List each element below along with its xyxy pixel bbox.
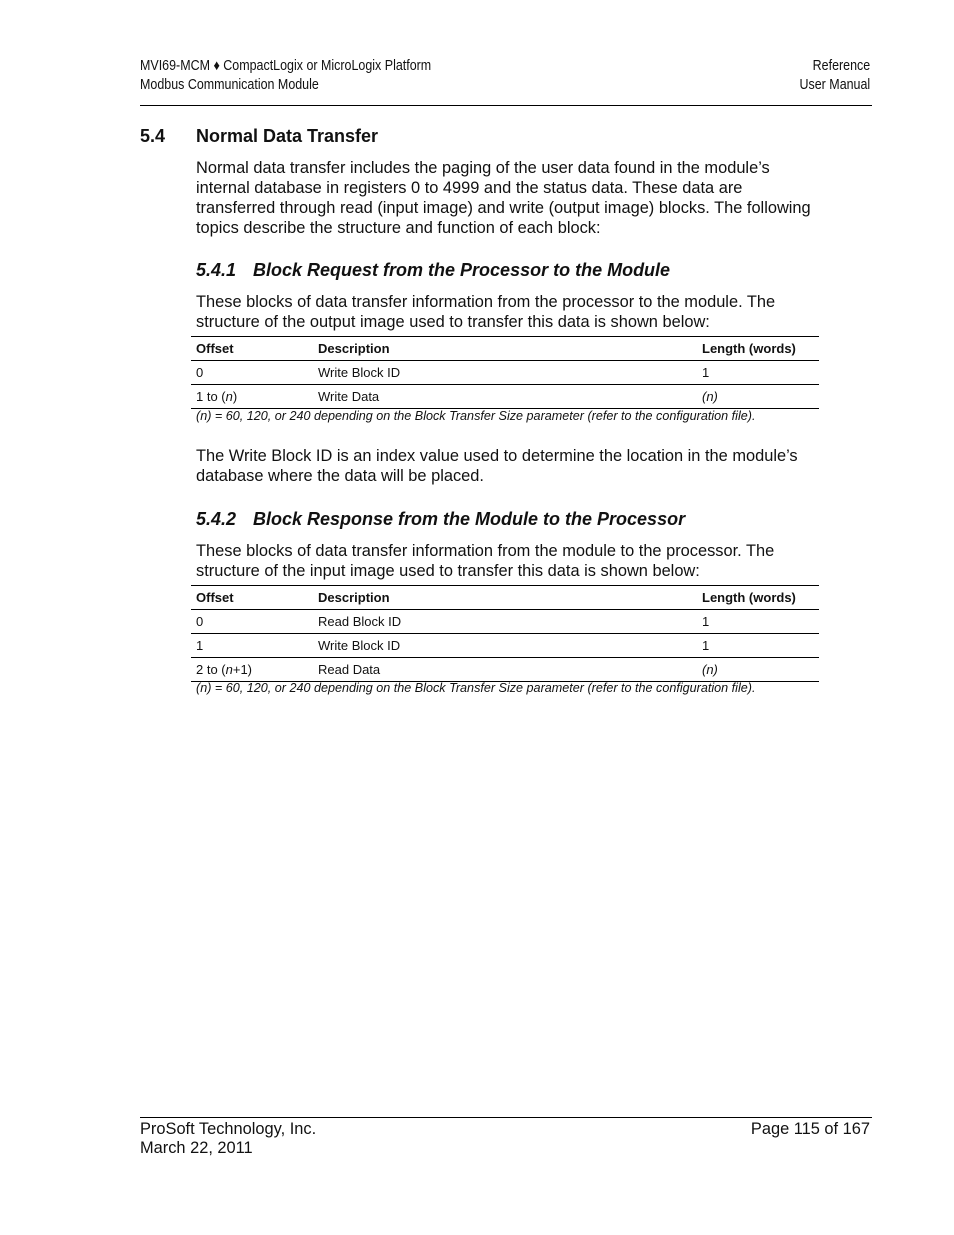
cell-length: (n) <box>697 658 819 682</box>
input-image-table <box>191 585 819 682</box>
request-table-note: (n) = 60, 120, or 240 depending on the Block Transfer Size parameter (refer to the configuration file). <box>196 409 756 423</box>
cell-description: Read Block ID <box>313 610 697 634</box>
table-row <box>191 634 819 658</box>
column-header-offset: Offset <box>191 586 313 610</box>
table-header-row <box>191 586 819 610</box>
subsection-title: Block Request from the Processor to the Module <box>253 260 671 280</box>
offset-suffix: ) <box>232 389 238 404</box>
request-paragraph: These blocks of data transfer information from the processor to the module. The structure of the output image used to transfer this data is shown below: <box>196 293 776 331</box>
column-header-length: Length (words) <box>697 586 819 610</box>
subsection-number: 5.4.1 <box>196 260 237 280</box>
cell-description: Write Block ID <box>313 361 697 385</box>
footer-right <box>751 1120 870 1139</box>
cell-length: 1 <box>697 361 819 385</box>
cell-offset <box>191 610 313 634</box>
response-paragraph: These blocks of data transfer information from the module to the processor. The structure of the input image used to transfer this data is shown below: <box>196 542 775 580</box>
footer-divider <box>140 1117 872 1118</box>
cell-length: (n) <box>697 385 819 409</box>
section-number: 5.4 <box>140 126 166 146</box>
offset-variable: n <box>225 662 233 677</box>
cell-description: Write Data <box>313 385 697 409</box>
cell-description: Write Block ID <box>313 634 697 658</box>
offset-prefix: 0 <box>196 614 204 629</box>
header-divider <box>140 105 872 106</box>
offset-prefix: 0 <box>196 365 204 380</box>
offset-suffix: +1) <box>232 662 253 677</box>
footer-page-number: Page 115 of 167 <box>750 1120 870 1138</box>
column-header-length: Length (words) <box>697 337 819 361</box>
subsection-heading-response <box>196 509 685 530</box>
cell-offset <box>191 361 313 385</box>
table-row <box>191 385 819 409</box>
column-header-description: Description <box>313 586 697 610</box>
offset-variable: n <box>225 389 233 404</box>
response-table-note: (n) = 60, 120, or 240 depending on the Block Transfer Size parameter (refer to the configuration file). <box>196 681 756 695</box>
column-header-description: Description <box>313 337 697 361</box>
running-header-right <box>799 57 870 95</box>
table-row <box>191 658 819 682</box>
cell-offset <box>191 658 313 682</box>
cell-length: 1 <box>697 610 819 634</box>
header-module-line: Modbus Communication Module <box>140 77 319 93</box>
footer-date: March 22, 2011 <box>140 1139 253 1157</box>
output-image-table-body <box>191 361 819 409</box>
table-row <box>191 610 819 634</box>
output-image-table <box>191 336 819 409</box>
offset-prefix: 2 to ( <box>196 662 226 677</box>
cell-offset <box>191 385 313 409</box>
cell-description: Read Data <box>313 658 697 682</box>
subsection-number: 5.4.2 <box>196 509 237 529</box>
running-header-left <box>140 57 431 95</box>
header-reference: Reference <box>812 58 870 74</box>
input-image-table-body <box>191 610 819 682</box>
column-header-offset: Offset <box>191 337 313 361</box>
section-title: Normal Data Transfer <box>196 126 379 146</box>
offset-prefix: 1 to ( <box>196 389 226 404</box>
section-intro-paragraph: Normal data transfer includes the paging of the user data found in the module’s internal database in registers 0 to 4999 and the status data. These data are transferred through read (input image) and write (output image) blocks. The following topics describe the structure and function of each block: <box>196 159 811 237</box>
offset-prefix: 1 <box>196 638 204 653</box>
subsection-title: Block Response from the Module to the Processor <box>253 509 686 529</box>
table-header-row <box>191 337 819 361</box>
cell-length: 1 <box>697 634 819 658</box>
footer-left <box>140 1120 316 1158</box>
cell-offset <box>191 634 313 658</box>
header-product-line: MVI69-MCM ♦ CompactLogix or MicroLogix Platform <box>140 58 432 74</box>
header-user-manual: User Manual <box>799 77 870 93</box>
write-block-id-paragraph: The Write Block ID is an index value used to determine the location in the module’s database where the data will be placed. <box>196 447 798 485</box>
subsection-heading-request <box>196 260 670 281</box>
table-row <box>191 361 819 385</box>
footer-company: ProSoft Technology, Inc. <box>140 1120 317 1138</box>
